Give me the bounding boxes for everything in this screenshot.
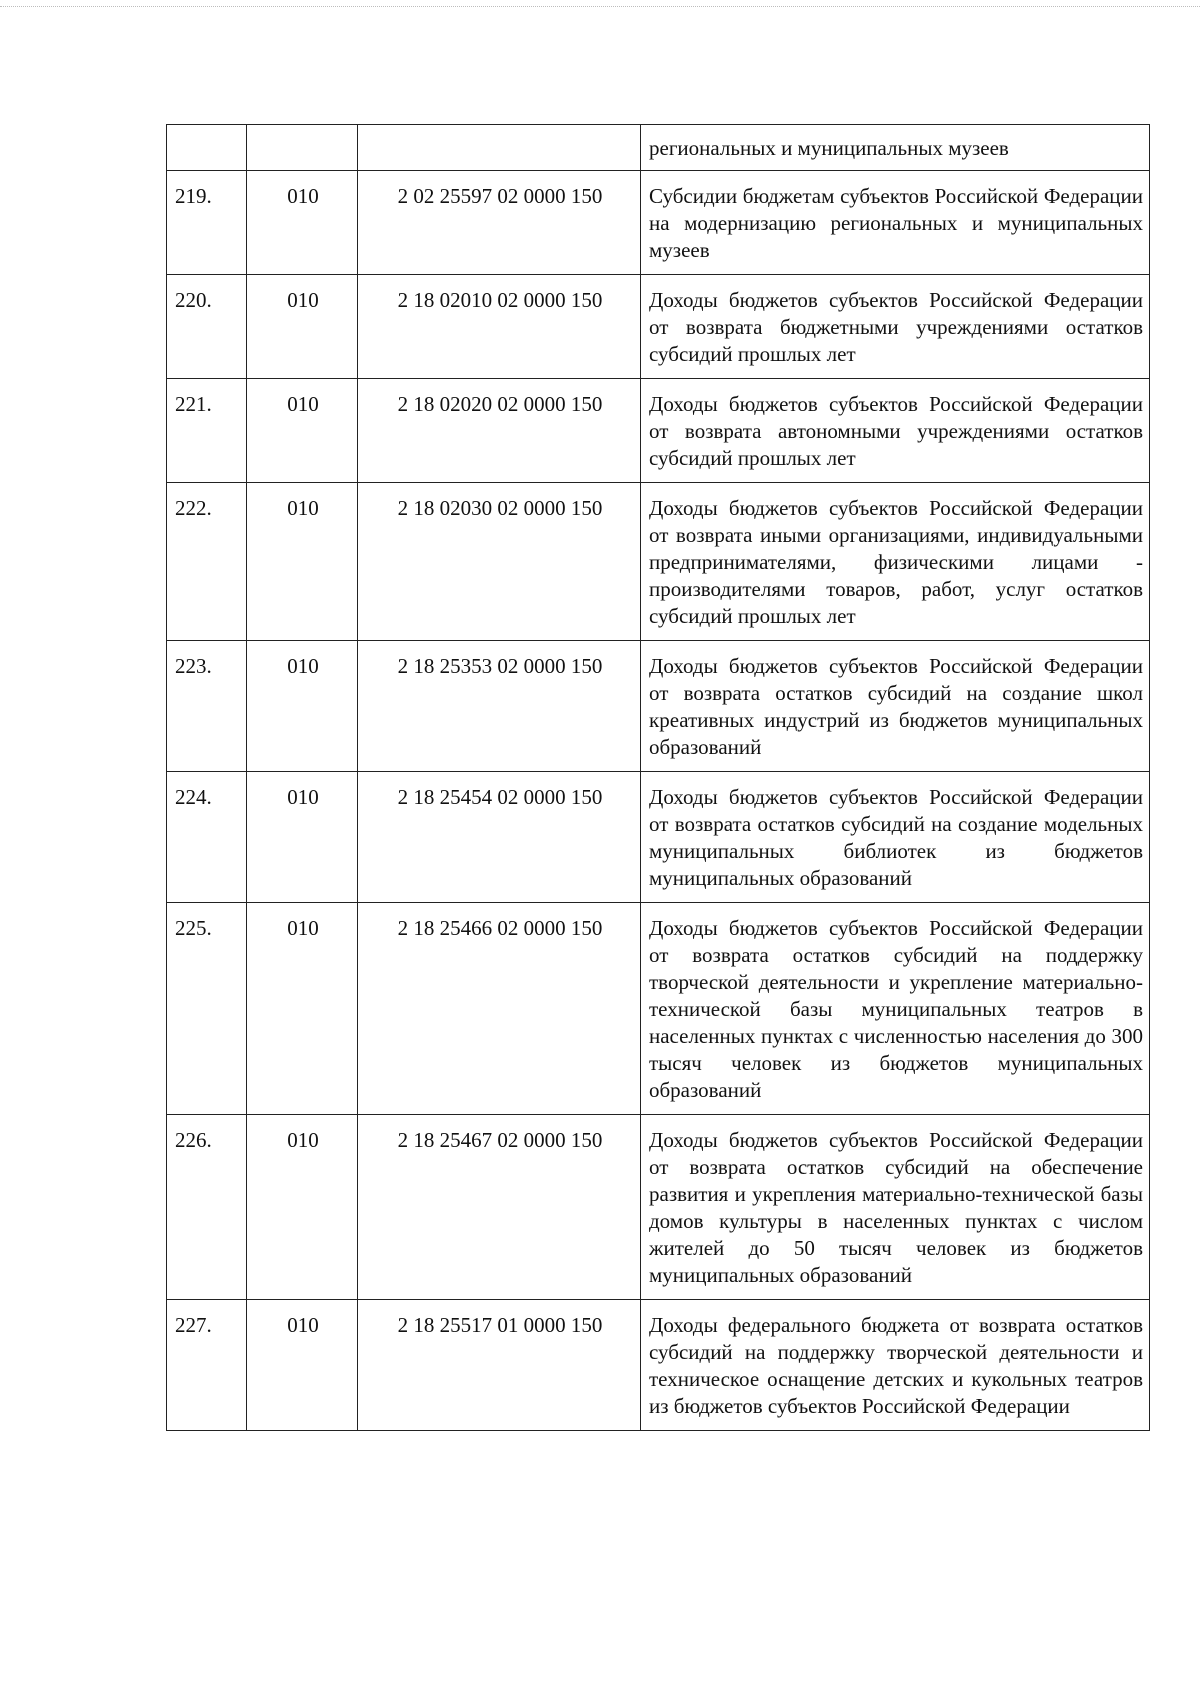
income-name: Доходы бюджетов субъектов Российской Федерации от возврата остатков субсидий на создание модельных муниципальных библиотек из бюджетов муниципальных образований — [641, 772, 1150, 903]
admin-code: 010 — [247, 275, 358, 379]
row-number: 223. — [167, 641, 247, 772]
income-name: Доходы бюджетов субъектов Российской Федерации от возврата остатков субсидий на поддержку творческой деятельности и укрепление материально-технической базы муниципальных театров в населенных пунктах с численностью населения до 300 тысяч человек из бюджетов муниципальных образований — [641, 903, 1150, 1115]
admin-code: 010 — [247, 641, 358, 772]
budget-codes-table — [166, 124, 1150, 1431]
admin-code: 010 — [247, 772, 358, 903]
income-name: Доходы федерального бюджета от возврата остатков субсидий на поддержку творческой деятельности и техническое оснащение детских и кукольных театров из бюджетов субъектов Российской Федерации — [641, 1300, 1150, 1431]
admin-code: 010 — [247, 379, 358, 483]
table-row — [167, 379, 1150, 483]
budget-classification-code: 2 18 25353 02 0000 150 — [358, 641, 641, 772]
row-number: 222. — [167, 483, 247, 641]
row-number — [167, 125, 247, 171]
income-name: Доходы бюджетов субъектов Российской Федерации от возврата автономными учреждениями остатков субсидий прошлых лет — [641, 379, 1150, 483]
budget-classification-code: 2 18 02030 02 0000 150 — [358, 483, 641, 641]
row-number: 225. — [167, 903, 247, 1115]
table-row — [167, 772, 1150, 903]
admin-code — [247, 125, 358, 171]
admin-code: 010 — [247, 1300, 358, 1431]
table-row — [167, 641, 1150, 772]
income-name: Доходы бюджетов субъектов Российской Федерации от возврата остатков субсидий на обеспечение развития и укрепления материально-технической базы домов культуры в населенных пунктах с числом жителей до 50 тысяч человек из бюджетов муниципальных образований — [641, 1115, 1150, 1300]
row-number: 220. — [167, 275, 247, 379]
admin-code: 010 — [247, 1115, 358, 1300]
budget-classification-code: 2 18 25466 02 0000 150 — [358, 903, 641, 1115]
table-row — [167, 1300, 1150, 1431]
row-number: 226. — [167, 1115, 247, 1300]
row-number: 224. — [167, 772, 247, 903]
income-name: Доходы бюджетов субъектов Российской Федерации от возврата остатков субсидий на создание школ креативных индустрий из бюджетов муниципальных образований — [641, 641, 1150, 772]
income-name: Доходы бюджетов субъектов Российской Федерации от возврата бюджетными учреждениями остатков субсидий прошлых лет — [641, 275, 1150, 379]
income-name: Субсидии бюджетам субъектов Российской Федерации на модернизацию региональных и муниципальных музеев — [641, 171, 1150, 275]
row-number: 221. — [167, 379, 247, 483]
budget-classification-code: 2 02 25597 02 0000 150 — [358, 171, 641, 275]
budget-classification-code: 2 18 25454 02 0000 150 — [358, 772, 641, 903]
income-name: региональных и муниципальных музеев — [641, 125, 1150, 171]
budget-classification-code: 2 18 02010 02 0000 150 — [358, 275, 641, 379]
table-row — [167, 903, 1150, 1115]
table-row — [167, 275, 1150, 379]
row-number: 227. — [167, 1300, 247, 1431]
budget-classification-code: 2 18 25517 01 0000 150 — [358, 1300, 641, 1431]
table-row — [167, 171, 1150, 275]
table-row — [167, 125, 1150, 171]
table-row — [167, 1115, 1150, 1300]
budget-classification-code: 2 18 02020 02 0000 150 — [358, 379, 641, 483]
admin-code: 010 — [247, 171, 358, 275]
row-number: 219. — [167, 171, 247, 275]
admin-code: 010 — [247, 483, 358, 641]
table-row — [167, 483, 1150, 641]
scan-edge-line — [0, 6, 1200, 7]
budget-classification-code: 2 18 25467 02 0000 150 — [358, 1115, 641, 1300]
admin-code: 010 — [247, 903, 358, 1115]
budget-classification-code — [358, 125, 641, 171]
income-name: Доходы бюджетов субъектов Российской Федерации от возврата иными организациями, индивидуальными предпринимателями, физическими лицами - производителями товаров, работ, услуг остатков субсидий прошлых лет — [641, 483, 1150, 641]
